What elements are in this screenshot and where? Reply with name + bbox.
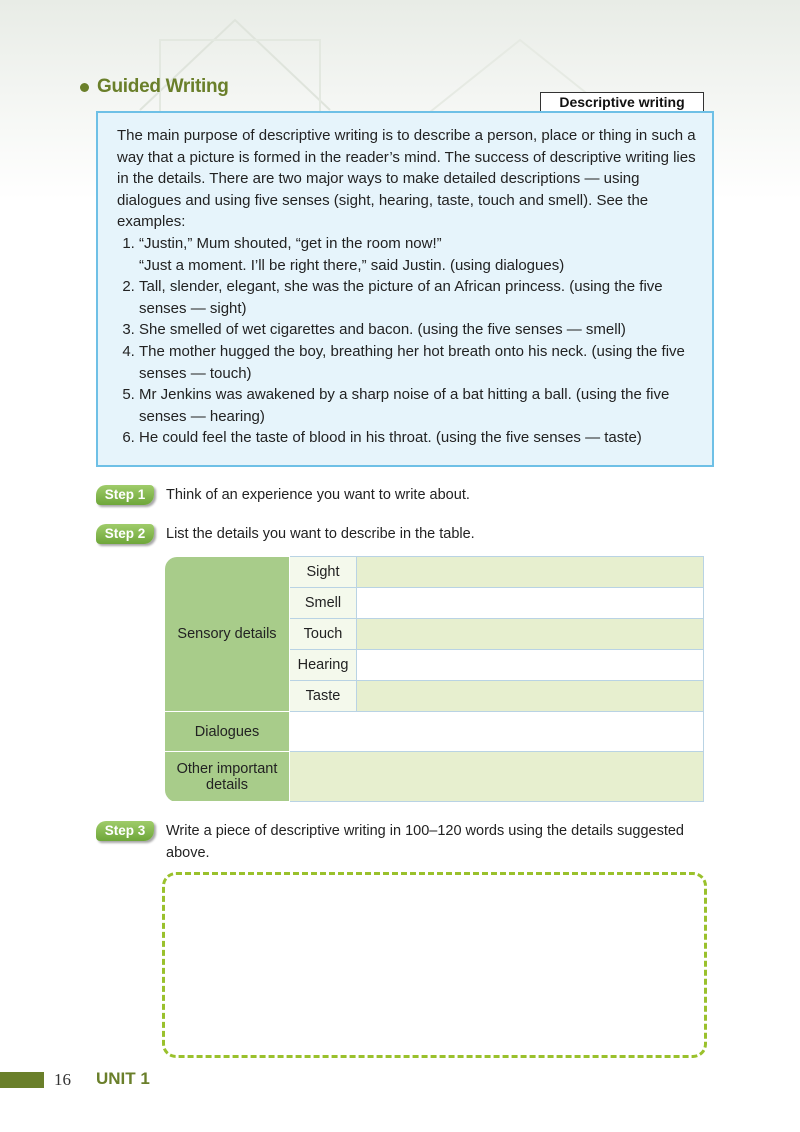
sense-label-touch: Touch: [290, 619, 357, 650]
example-text: He could feel the taste of blood in his throat. (using the five senses — taste): [139, 429, 642, 447]
bullet-icon: [80, 83, 89, 92]
sense-label-smell: Smell: [290, 588, 357, 619]
example-item: [139, 427, 702, 449]
page-number: 16: [54, 1070, 71, 1089]
example-item: [139, 233, 702, 276]
smell-answer-cell[interactable]: [357, 588, 704, 619]
examples-list: [117, 233, 702, 449]
step-text: List the details you want to describe in the table.: [166, 526, 475, 542]
section-title-text: Guided Writing: [97, 76, 229, 97]
example-text: “Just a moment. I’ll be right there,” said Justin. (using dialogues): [139, 256, 565, 274]
info-box: [96, 111, 714, 467]
other-details-label: Other important details: [165, 752, 290, 802]
example-text: Mr Jenkins was awakened by a sharp noise of a bat hitting a ball. (using the five senses — hearing): [139, 386, 670, 425]
unit-label: UNIT 1: [96, 1069, 150, 1088]
sensory-details-label: Sensory details: [165, 557, 290, 712]
genre-tag: Descriptive writing: [540, 92, 704, 112]
step-badge: Step 3: [96, 821, 154, 841]
info-intro: The main purpose of descriptive writing is to describe a person, place or thing in such a way that a picture is formed in the reader’s mind. The success of descriptive writing lies in the details. There are two major ways to make detailed descriptions — using dialogues and using five senses (sight, hearing, taste, touch and smell). See the examples:: [117, 127, 696, 231]
step-3: [96, 821, 706, 864]
example-item: [139, 276, 702, 319]
example-text: Tall, slender, elegant, she was the picture of an African princess. (using the five senses — sight): [139, 278, 663, 317]
example-item: [139, 384, 702, 427]
example-text: 1. “Justin,” Mum shouted, “get in the room now!”: [139, 234, 442, 252]
other-details-answer-cell[interactable]: [290, 752, 704, 802]
step-text: Think of an experience you want to write about.: [166, 487, 470, 503]
step-badge: Step 1: [96, 485, 154, 505]
step-1: [96, 485, 470, 506]
writing-area[interactable]: [162, 872, 707, 1058]
example-item: [139, 319, 702, 341]
sight-answer-cell[interactable]: [357, 557, 704, 588]
sense-label-taste: Taste: [290, 681, 357, 712]
section-title: [80, 76, 229, 98]
step-badge: Step 2: [96, 524, 154, 544]
sense-label-sight: Sight: [290, 557, 357, 588]
dialogues-label: Dialogues: [165, 712, 290, 752]
sense-label-hearing: Hearing: [290, 650, 357, 681]
step-2: [96, 524, 475, 545]
step-text: Write a piece of descriptive writing in 100–120 words using the details suggested above.: [166, 823, 684, 861]
example-text: She smelled of wet cigarettes and bacon. (using the five senses — smell): [139, 321, 626, 339]
taste-answer-cell[interactable]: [357, 681, 704, 712]
hearing-answer-cell[interactable]: [357, 650, 704, 681]
example-item: [139, 341, 702, 384]
touch-answer-cell[interactable]: [357, 619, 704, 650]
details-table: [164, 556, 704, 802]
dialogues-answer-cell[interactable]: [290, 712, 704, 752]
example-text: The mother hugged the boy, breathing her hot breath onto his neck. (using the five senses — touch): [139, 342, 685, 382]
footer-bar: [0, 1072, 44, 1088]
